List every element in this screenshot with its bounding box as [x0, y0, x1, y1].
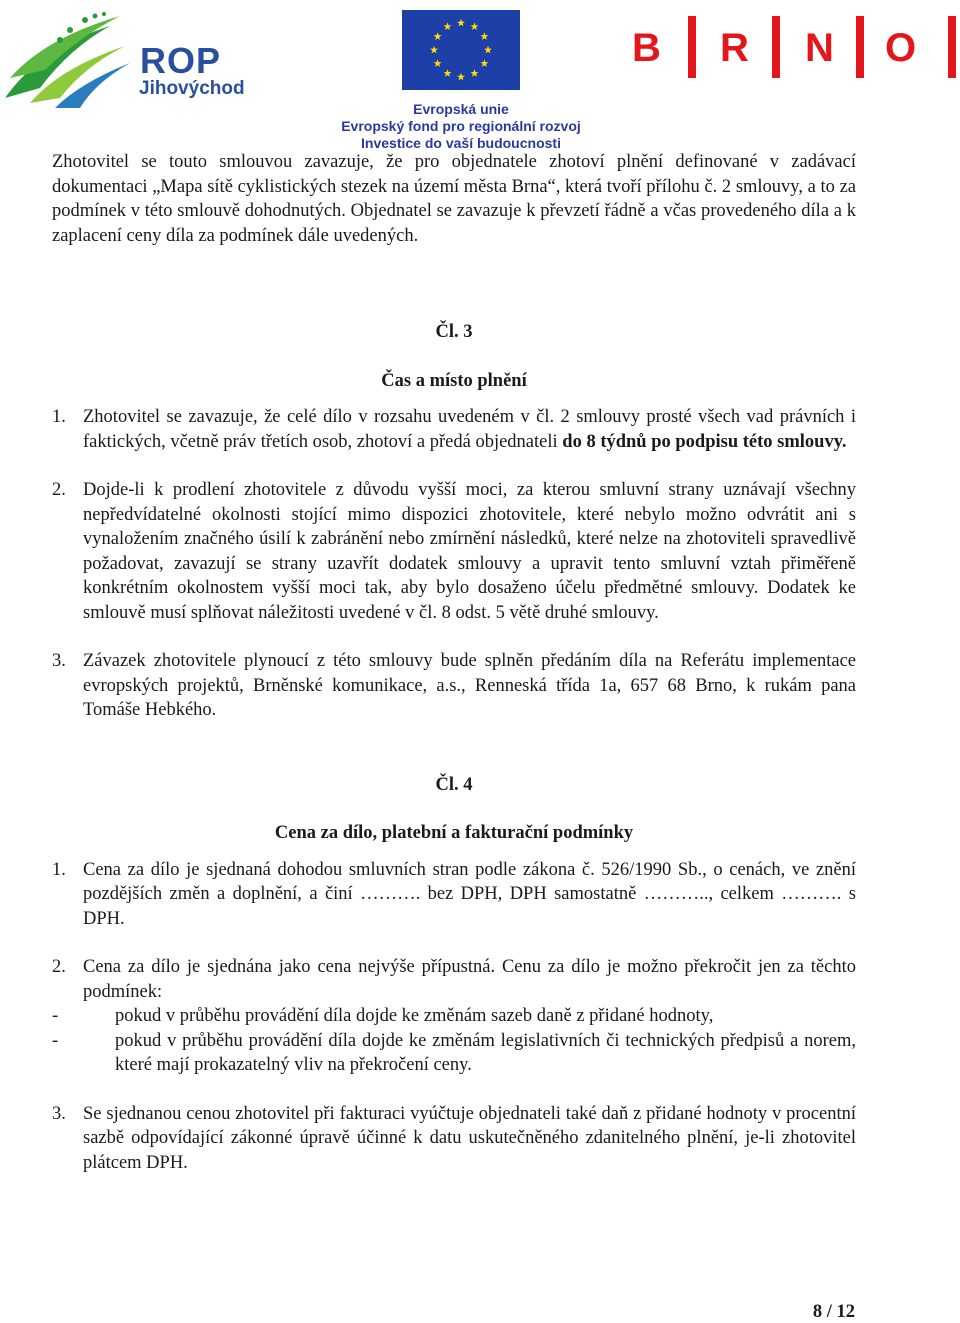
article-4-title: Cena za dílo, platební a fakturační podmínky [274, 823, 634, 843]
bullet-item [52, 1004, 856, 1029]
bullet-item [52, 1029, 856, 1078]
item-text: Se sjednanou cenou zhotovitel při fakturaci vyúčtuje objednateli také daň z přidané hodnoty v procentní sazbě odpovídající zákonné úpravě účinné k datu uskutečněného zdanitelného plnění, je-li zhotovitel plátcem DPH. [83, 1103, 856, 1173]
list-item [52, 1102, 856, 1176]
brno-letter-b: B [632, 26, 661, 70]
list-item [52, 955, 856, 1004]
item-number: 2. [52, 957, 66, 977]
item-text: Závazek zhotovitele plynoucí z této smlouvy bude splněn předáním díla na Referátu implementace evropských projektů, Brněnské komunikace, a.s., Renneská třída 1a, 657 68 Brno, k rukám pana Tomáše Hebkého. [83, 651, 856, 720]
page-header [0, 0, 960, 150]
item-text: Cena za dílo je sjednána jako cena nejvýše přípustná. Cenu za dílo je možno překročit jen za těchto podmínek: [83, 957, 856, 1002]
bullet-marker: - [52, 1006, 59, 1026]
intro-paragraph: Zhotovitel se touto smlouvou zavazuje, že pro objednatele zhotoví plnění definované v zadávací dokumentaci „Mapa sítě cyklistických stezek na území města Brna“, která tvoří přílohu č. 2 smlouvy, a to za podmínek v této smlouvě dohodnutých. Objednatel se zavazuje k převzetí řádně a včas provedeného díla a k zaplacení ceny díla za podmínek dále uvedených. [52, 152, 856, 246]
eu-caption [300, 101, 622, 152]
item-text [83, 405, 856, 454]
list-item [52, 649, 856, 723]
item-text: Dojde-li k prodlení zhotovitele z důvodu vyšší moci, za kterou smluvní strany uznávají všechny nepředvídatelné okolnosti stojící mimo dispozici zhotovitele, které nebylo možno odvrátit ani s vynaložením značného úsilí k zabránění nebo zmírnění následků, které nelze na zhotoviteli spravedlivě požadovat, zavazují se strany uzavřít dodatek smlouvy a upravit tento smluvní vztah přiměřeně konkrétním okolnostem vyšší moci tak, aby bylo dosaženo účelu předmětné smlouvy. Dodatek ke smlouvě musí splňovat náležitosti uvedené v čl. 8 odst. 5 větě druhé smlouvy. [83, 480, 856, 623]
item-number: 3. [52, 651, 66, 671]
eu-line-3: Investice do vaší budoucnosti [361, 135, 561, 151]
bullet-marker: - [52, 1030, 59, 1051]
article-4-number: Čl. 4 [435, 774, 473, 795]
list-item [52, 405, 856, 454]
brno-divider [856, 16, 864, 78]
brno-letter-o: O [885, 26, 917, 70]
brno-divider [772, 16, 780, 78]
article-3-title: Čas a místo plnění [381, 370, 527, 391]
item-number: 1. [52, 407, 66, 427]
item-text: Cena za dílo je sjednaná dohodou smluvních stran podle zákona č. 526/1990 Sb., o cenách, ve znění pozdějších změn a doplnění, a činí ………. bez DPH, DPH samostatně ……….., celkem ………. s DPH. [83, 859, 856, 929]
page-number: 8 / 12 [812, 1302, 855, 1322]
brno-letter-n: N [805, 26, 834, 70]
item-text-normal: Zhotovitel se zavazuje, že celé dílo v rozsahu uvedeném v čl. 2 smlouvy prosté všech vad právních i faktických, včetně práv třetích osob, zhotoví a předá objednateli [83, 407, 856, 452]
item-number: 1. [52, 859, 66, 880]
item-number: 2. [52, 480, 66, 500]
bullet-text: pokud v průběhu provádění díla dojde ke změnám legislativních či technických předpisů a norem, které mají prokazatelný vliv na překročení ceny. [115, 1030, 856, 1075]
bullet-text: pokud v průběhu provádění díla dojde ke změnám sazeb daně z přidané hodnoty, [115, 1006, 714, 1026]
document-body [52, 150, 856, 1175]
article-3-number: Čl. 3 [435, 322, 473, 342]
brno-divider [948, 16, 956, 78]
eu-line-2: Evropský fond pro regionální rozvoj [341, 118, 581, 134]
rop-title: ROP [140, 40, 222, 81]
list-item [52, 858, 856, 932]
item-number: 3. [52, 1103, 66, 1124]
brno-letter-r: R [720, 26, 749, 70]
eu-line-1: Evropská unie [413, 101, 509, 117]
brno-divider [688, 16, 696, 78]
list-item [52, 478, 856, 625]
rop-subtitle: Jihovýchod [139, 78, 245, 99]
item-text-bold: do 8 týdnů po podpisu této smlouvy. [562, 431, 847, 452]
brno-logo [630, 8, 960, 84]
eu-flag-icon [402, 10, 520, 90]
